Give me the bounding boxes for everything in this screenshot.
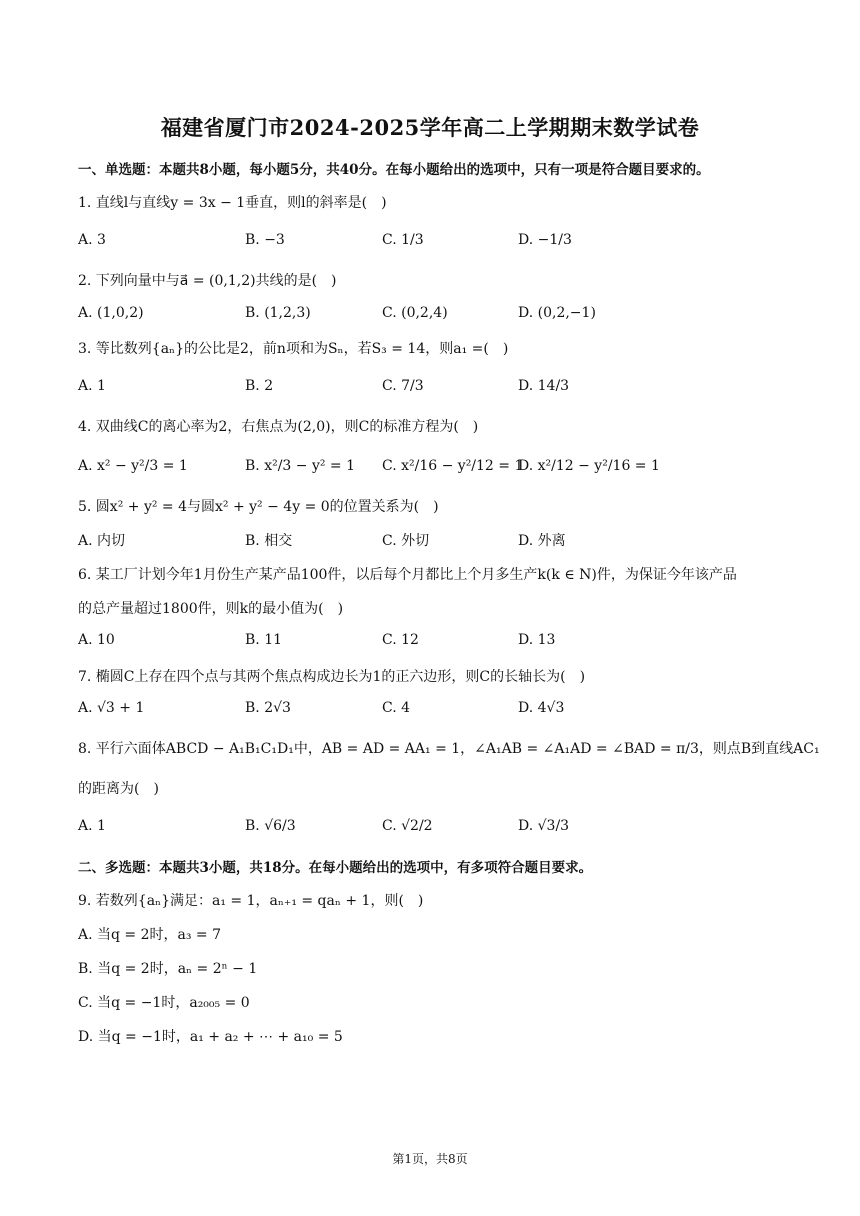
option-c: C. √2/2 bbox=[382, 818, 433, 834]
option-d: D. (0,2,−1) bbox=[518, 305, 596, 321]
option-d: D. x²/12 − y²/16 = 1 bbox=[518, 458, 660, 474]
option-c: C. 1/3 bbox=[382, 232, 424, 248]
option-a: A. 1 bbox=[78, 818, 106, 834]
question-9-option-a: A. 当q = 2时，a₃ = 7 bbox=[78, 927, 222, 943]
question-7-stem: 7. 椭圆C上存在四个点与其两个焦点构成边长为1的正六边形，则C的长轴长为( ) bbox=[78, 669, 586, 685]
question-5-options bbox=[78, 530, 798, 556]
option-b: B. 2√3 bbox=[245, 700, 291, 716]
option-b: B. 2 bbox=[245, 378, 274, 394]
question-6-options bbox=[78, 632, 798, 658]
option-a: A. (1,0,2) bbox=[78, 305, 144, 321]
question-2-options bbox=[78, 305, 798, 331]
option-c: C. 外切 bbox=[382, 533, 430, 549]
option-b: B. 相交 bbox=[245, 533, 293, 549]
option-b: B. 11 bbox=[245, 632, 283, 648]
question-9-option-d: D. 当q = −1时，a₁ + a₂ + ⋯ + a₁₀ = 5 bbox=[78, 1029, 343, 1045]
option-a: A. 10 bbox=[78, 632, 115, 648]
question-9-stem: 9. 若数列{aₙ}满足：a₁ = 1，aₙ₊₁ = qaₙ + 1，则( ) bbox=[78, 893, 424, 909]
option-b: B. (1,2,3) bbox=[245, 305, 311, 321]
option-a: A. 内切 bbox=[78, 533, 126, 549]
question-2-stem: 2. 下列向量中与a⃗ = (0,1,2)共线的是( ) bbox=[78, 273, 337, 289]
question-9-option-c: C. 当q = −1时，a₂₀₀₅ = 0 bbox=[78, 995, 250, 1011]
option-d: D. √3/3 bbox=[518, 818, 570, 834]
question-6-stem: 6. 某工厂计划今年1月份生产某产品100件，以后每个月都比上个月多生产k(k ∈ N)件，为保证今年该产品 bbox=[78, 567, 737, 583]
option-b: B. x²/3 − y² = 1 bbox=[245, 458, 356, 474]
question-4-options bbox=[78, 458, 798, 484]
option-a: A. 1 bbox=[78, 378, 106, 394]
option-a: A. x² − y²/3 = 1 bbox=[78, 458, 188, 474]
option-d: D. 14/3 bbox=[518, 378, 570, 394]
option-d: D. 4√3 bbox=[518, 700, 565, 716]
option-c: C. 7/3 bbox=[382, 378, 424, 394]
question-3-stem: 3. 等比数列{aₙ}的公比是2，前n项和为Sₙ，若S₃ = 14，则a₁ =( ) bbox=[78, 341, 509, 357]
option-c: C. 4 bbox=[382, 700, 411, 716]
page-title: 福建省厦门市2024-2025学年高二上学期期末数学试卷 bbox=[160, 115, 700, 140]
question-7-options bbox=[78, 700, 798, 726]
option-c: C. 12 bbox=[382, 632, 419, 648]
question-1-stem: 1. 直线l与直线y = 3x − 1垂直，则l的斜率是( ) bbox=[78, 195, 387, 211]
question-8-options bbox=[78, 818, 798, 844]
option-d: D. 外离 bbox=[518, 533, 566, 549]
question-6-stem-continued: 的总产量超过1800件，则k的最小值为( ) bbox=[78, 601, 344, 617]
option-a: A. 3 bbox=[78, 232, 106, 248]
option-d: D. 13 bbox=[518, 632, 556, 648]
question-8-stem-continued: 的距离为( ) bbox=[78, 781, 159, 797]
section-heading-multiple-choice: 二、多选题：本题共3小题，共18分。在每小题给出的选项中，有多项符合题目要求。 bbox=[78, 860, 593, 876]
question-4-stem: 4. 双曲线C的离心率为2，右焦点为(2,0)，则C的标准方程为( ) bbox=[78, 419, 479, 435]
question-3-options bbox=[78, 378, 798, 404]
question-1-options bbox=[78, 232, 798, 258]
option-b: B. √6/3 bbox=[245, 818, 296, 834]
option-a: A. √3 + 1 bbox=[78, 700, 145, 716]
question-9-option-b: B. 当q = 2时，aₙ = 2ⁿ − 1 bbox=[78, 961, 258, 977]
section-heading-single-choice: 一、单选题：本题共8小题，每小题5分，共40分。在每小题给出的选项中，只有一项是符合题目要求的。 bbox=[78, 162, 710, 178]
question-8-stem: 8. 平行六面体ABCD − A₁B₁C₁D₁中，AB = AD = AA₁ = 1，∠A₁AB = ∠A₁AD = ∠BAD = π/3，则点B到直线AC₁ bbox=[78, 741, 820, 757]
option-c: C. x²/16 − y²/12 = 1 bbox=[382, 458, 524, 474]
question-5-stem: 5. 圆x² + y² = 4与圆x² + y² − 4y = 0的位置关系为( ) bbox=[78, 499, 439, 515]
option-b: B. −3 bbox=[245, 232, 285, 248]
option-d: D. −1/3 bbox=[518, 232, 572, 248]
page-footer: 第1页，共8页 bbox=[392, 1152, 468, 1166]
option-c: C. (0,2,4) bbox=[382, 305, 448, 321]
